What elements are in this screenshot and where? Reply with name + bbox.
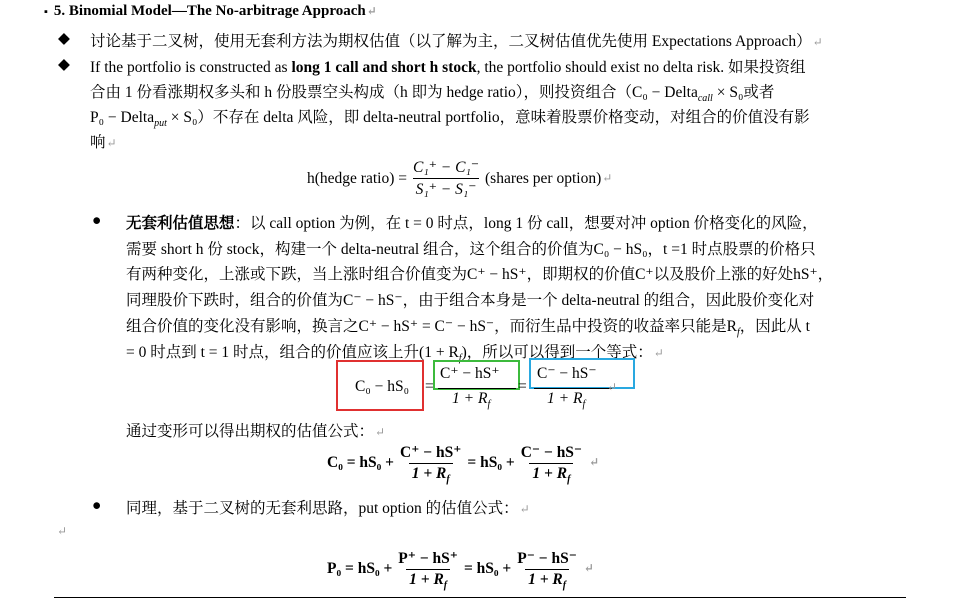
paragraph-mark-icon: ↵ <box>106 136 117 150</box>
den-text: 1 + R <box>547 390 583 407</box>
hedge-denominator: S₁⁺ − S₁⁻ <box>413 178 480 199</box>
paragraph-mark-icon: ↵ <box>602 171 613 185</box>
eq2-num1: C⁺ − hS⁺ <box>400 444 462 461</box>
eq2-mid: = hS₀ + <box>467 453 515 471</box>
para-l5b: ，因此从 t <box>739 318 810 335</box>
square-bullet-icon: ▪ <box>44 6 48 18</box>
bullet2-line1 <box>90 55 806 77</box>
paragraph-mark-icon: ↵ <box>653 346 664 360</box>
eq2-frac2 <box>518 442 585 486</box>
eq3-den1 <box>406 569 450 592</box>
den-sub: f <box>567 474 571 486</box>
bullet2-line4 <box>90 130 117 152</box>
bullet2-sub-put: put <box>154 118 167 130</box>
den-sub: f <box>487 399 491 411</box>
den-sub: f <box>446 474 450 486</box>
bullet2-text-d: 响 <box>90 134 106 151</box>
para-l5: 组合价值的变化没有影响，换言之C⁺ − hS⁺ = C⁻ − hS⁻，而衍生品中投资的收益率只能是R <box>126 318 737 335</box>
eq1-den2 <box>547 390 586 411</box>
paragraph-mark-icon: ↵ <box>583 561 594 575</box>
eq2-frac1 <box>397 442 464 486</box>
hedge-ratio-formula <box>307 158 612 199</box>
eq2-den2 <box>529 463 573 486</box>
eq3-den2 <box>525 569 569 592</box>
paragraph-mark-icon: ↵ <box>57 524 68 538</box>
diamond-bullet-icon: ◆ <box>58 30 70 47</box>
den-text: 1 + R <box>452 390 488 407</box>
para-l5-sub: f <box>736 327 740 339</box>
bottom-rule <box>54 597 906 598</box>
bullet3-content: 同理，基于二叉树的无套利思路，put option 的估值公式： <box>126 500 519 517</box>
den-sub: f <box>443 580 448 592</box>
paragraph-mark-icon: ↵ <box>519 502 530 516</box>
paragraph-mark-icon: ↵ <box>589 455 600 469</box>
para-l6-sub: f <box>458 353 462 365</box>
hedge-fraction <box>410 158 482 199</box>
den-text: 1 + R <box>411 465 447 482</box>
bullet1-text <box>90 29 823 51</box>
eq1-den1 <box>452 390 491 411</box>
eq1-fraction-bar <box>534 388 612 389</box>
equals-sign: = <box>425 378 434 395</box>
den-text: 1 + R <box>409 571 444 588</box>
transform-content: 通过变形可以得出期权的估值公式： <box>126 423 375 440</box>
dot-bullet-icon: ● <box>92 497 102 514</box>
eq3-mid: = hS₀ + <box>463 559 512 577</box>
paragraph-mark-icon: ↵ <box>607 380 618 394</box>
eq1-num1: C⁺ − hS⁺ <box>440 365 500 382</box>
eq1-left: C₀ − hS₀ <box>355 378 410 395</box>
para-line4: 同理股价下跌时，组合的价值为C⁻ − hS⁻，由于组合本身是一个 delta-neutral 的组合，因此股价变化对 <box>126 292 815 309</box>
eq2-den1 <box>409 463 453 486</box>
bullet1-content: 讨论基于二叉树，使用无套利方法为期权估值（以了解为主，二叉树估值优先使用 Expectations Approach） <box>90 33 812 50</box>
hedge-rhs: (shares per option) <box>485 169 602 187</box>
equals-sign: = <box>518 378 527 395</box>
bullet2-text-b: 合由 1 份看涨期权多头和 h 份股票空头构成（h 即为 hedge ratio），则投资组合（C₀ − Delta <box>90 84 698 101</box>
eq2-lhs: C₀ = hS₀ + <box>327 453 395 471</box>
para-line2: 需要 short h 份 stock，构建一个 delta-neutral 组合，这个组合的价值为C₀ − hS₀，t =1 时点股票的价格只 <box>126 241 816 258</box>
para-l6: = 0 时点到 t = 1 时点，组合的价值应该上升(1 + R <box>126 344 459 361</box>
para-l6b: )，所以可以得到一个等式： <box>461 344 653 361</box>
bullet2-text-c2: × S₀）不存在 delta 风险，即 delta-neutral portfolio，意味着股票价格变动，对组合的价值没有影 <box>166 109 810 126</box>
call-valuation-formula <box>327 442 600 486</box>
para-l1: ：以 call option 为例，在 t = 0 时点，long 1 份 call，想要对冲 option 价格变化的风险， <box>234 215 818 232</box>
para-line1 <box>126 211 818 233</box>
eq3-num2: P⁻ − hS⁻ <box>517 550 577 567</box>
bullet2-sub-call: call <box>697 93 713 105</box>
paragraph-mark-icon: ↵ <box>812 35 823 49</box>
paragraph-mark-icon: ↵ <box>375 425 386 439</box>
eq3-num1: P⁺ − hS⁺ <box>398 550 458 567</box>
dot-bullet-icon: ● <box>92 212 102 229</box>
eq3-frac1 <box>395 548 461 592</box>
bullet2-line2 <box>90 80 775 105</box>
bullet2-text-c: P₀ − Delta <box>90 109 155 126</box>
diamond-bullet-icon: ◆ <box>58 56 70 73</box>
bullet2-text-a2: , the portfolio should exist no delta risk. 如果投资组 <box>476 59 806 76</box>
den-sub: f <box>562 580 567 592</box>
transform-text <box>126 419 385 441</box>
heading-text: 5. Binomial Model—The No-arbitrage Approach <box>53 3 366 19</box>
eq3-frac2 <box>514 548 580 592</box>
eq3-lhs: P₀ = hS₀ + <box>327 559 393 577</box>
para-line3: 有两种变化，上涨或下跌，当上涨时组合价值变为C⁺ − hS⁺，即期权的价值C⁺以及股价上涨的好处hS⁺， <box>126 266 834 283</box>
bullet2-text-b2: × S₀或者 <box>712 84 775 101</box>
put-valuation-formula <box>327 548 594 592</box>
den-sub: f <box>582 399 586 411</box>
bullet2-bold: long 1 call and short h stock <box>291 59 477 76</box>
section-heading <box>44 3 377 20</box>
para-title: 无套利估值思想 <box>126 215 235 232</box>
hedge-numerator: C₁⁺ − C₁⁻ <box>412 159 480 176</box>
den-text: 1 + R <box>528 571 563 588</box>
eq1-num2: C⁻ − hS⁻ <box>537 365 597 382</box>
eq2-num2: C⁻ − hS⁻ <box>520 444 583 461</box>
bullet3-text <box>126 496 530 518</box>
paragraph-mark-icon: ↵ <box>366 4 377 18</box>
para-line5 <box>126 314 810 339</box>
eq1-fraction-bar <box>438 388 516 389</box>
bullet2-text-a: If the portfolio is constructed as <box>90 59 292 76</box>
bullet2-line3 <box>90 105 810 130</box>
den-text: 1 + R <box>532 465 568 482</box>
hedge-lhs: h(hedge ratio) = <box>307 169 407 187</box>
